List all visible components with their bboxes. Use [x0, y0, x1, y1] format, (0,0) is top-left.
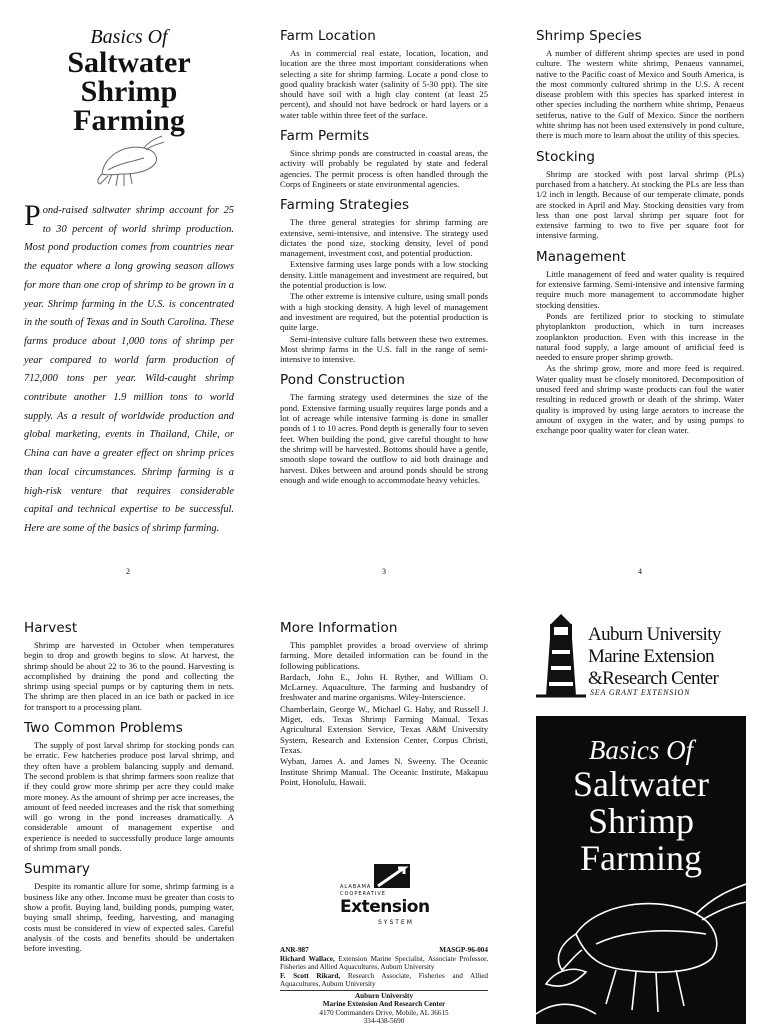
- top-right-panel: [536, 28, 744, 444]
- top-middle-panel: [280, 28, 488, 493]
- code-left: ANR-987: [280, 946, 309, 954]
- logo-line4: SYSTEM: [378, 919, 414, 926]
- management-p1: Little management of feed and water quality is required for extensive farming. Semi-intensive and intensive farming require much more management to accommodate higher stocking densities.: [536, 268, 744, 310]
- summary-section: [24, 861, 234, 953]
- reference-item: Chamberlain, George W., Michael G. Haby, and Russell J. Miget, eds. Texas Shrimp Farming Manual. Texas Agricultural Extension Service, Texas A&M University System, Research and Extension Center, Corpus Christi, Texas.: [280, 703, 488, 755]
- address-line: 4170 Commanders Drive, Mobile, AL 36615: [319, 1008, 449, 1017]
- farming-strategies-p1: The three general strategies for shrimp farming are extensive, semi-intensive, and intensive. The strategy used dictates the pond size, stocking density, level of pond management, investment cost, and potential production.: [280, 217, 488, 259]
- lighthouse-icon: [536, 610, 586, 698]
- brand-line4: SEA GRANT EXTENSION: [590, 688, 691, 697]
- brand-line3: &Research Center: [588, 668, 719, 689]
- shrimp-species-p1: A number of different shrimp species are used in pond culture. The western white shrimp, Penaeus vannamei, native to the Pacific coast of Mexico and South America, is the most commonly cultured shrimp in the U.S. A recent disease problem with this species has sparked interest in other species including the northern white shrimp, Penaeus setiferus, native to the Gulf of Mexico. Since the northern white shrimp has not been used extensively in pond culture, there is much more to learn about the utility of this species.: [536, 48, 744, 141]
- management-p3: As the shrimp grow, more and more feed is required. Water quality must be closely monitored. Decomposition of unused feed and shrimp waste products can foul the water resulting in reduced growth or death of the shrimp. Water quality is improved by using large aerators to increase the amount of oxygen in the water, and by using pumps to exchange poor quality water for clean water.: [536, 363, 744, 436]
- stocking-p1: Shrimp are stocked with post larval shrimp (PLs) purchased from a hatchery. At stocking the PLs are less than 1/2 inch in length. Because of our temperate climate, ponds are stocked in April and May. Stocking densities vary from less than one post larval shrimp per square foot for extensive farming to two to five per square foot for intensive farming.: [536, 168, 744, 241]
- farm-permits-heading: Farm Permits: [280, 128, 370, 145]
- author-1-name: Richard Wallace,: [280, 955, 335, 963]
- more-info-section: [280, 620, 488, 787]
- bottom-middle-panel: [280, 620, 488, 795]
- farm-location-heading: Farm Location: [280, 28, 376, 44]
- management-heading: Management: [536, 248, 626, 265]
- two-problems-section: [24, 720, 234, 853]
- extension-logo: [330, 864, 440, 934]
- farm-permits-p1: Since shrimp ponds are constructed in coastal areas, the activity will probably be regulated by state and federal agencies. The permit process is often handled through the Corps of Engineers or state environmental agencies.: [280, 148, 488, 189]
- cover-title-line4: Farming: [73, 104, 185, 137]
- cover-title: [24, 26, 234, 135]
- two-problems-heading: Two Common Problems: [24, 720, 183, 737]
- more-info-p1: This pamphlet provides a broad overview of shrimp farming. More detailed information can be found in the following publications.: [280, 640, 488, 671]
- two-problems-p1: The supply of post larval shrimp for stocking ponds can be erratic. Few hatcheries produce post larval shrimp, and they often have a problem balancing supply and demand. The second problem is that shrimp farmers soon realize that if they could grow more shrimp per acre they could make more money. As the amount of shrimp per acre increases, the amount of feed needed increases and the risk that something will go wrong in the pond increases dramatically. A considerable amount of management expertise and experience is needed to successfully produce large amounts of shrimp from small ponds.: [24, 740, 234, 854]
- intro-dropcap: P: [24, 199, 41, 232]
- harvest-p1: Shrimp are harvested in October when temperatures begin to drop and growth begins to slow. At harvest, the shrimp should be about 22 to 36 to the pound. Harvesting is accomplished by draining the pond and collecting the shrimp using special pumps or by capturing them in nets. The shrimp are then placed in an ice bath or packed in ice for transport to a processing plant.: [24, 640, 234, 712]
- back-cover-title: [536, 734, 746, 877]
- brand-line1: Auburn University: [588, 624, 721, 645]
- logo-line3: Extension: [340, 897, 430, 917]
- pond-construction-p1: The farming strategy used determines the size of the pond. Extensive farming usually requires large ponds and a lot of acreage while intensive farming is done in smaller ponds of 1 to 10 acres. Pond depth is generally four to seven feet. When building the pond, give careful thought to how the shrimp will be harvested. Bottoms should have a gentle, smooth slope toward the outflow to aid both drainage and harvest. Dikes between and around ponds should be strong enough and wide enough to accommodate heavy vehicles.: [280, 392, 488, 485]
- intro-paragraph: [24, 199, 234, 539]
- cover-title-line3: Shrimp: [80, 75, 178, 108]
- shrimp-icon: [94, 134, 164, 190]
- page-number-3: 3: [382, 567, 386, 576]
- more-info-heading: More Information: [280, 620, 398, 636]
- code-right: MASGP-96-004: [439, 946, 488, 954]
- phone-line: 334-438-5690: [363, 1017, 405, 1025]
- org-line-2: Marine Extension And Research Center: [322, 1000, 446, 1009]
- summary-p1: Despite its romantic allure for some, shrimp farming is a business like any other. Income must be greater than costs to show a profit. Buying land, building ponds, pumping water, buying small shrimp, feeding, harvesting, and managing costs must be considered in view of expected sales. Careful analysis of the costs and benefits should be undertaken before investing.: [24, 881, 234, 954]
- author-1: [280, 955, 488, 972]
- extension-arrow-icon: [374, 864, 410, 888]
- back-cover-line2: Saltwater: [573, 764, 709, 804]
- farm-location-section: [280, 28, 488, 120]
- author-2-role: Research Associate, Fisheries and Allied Aquacultures, Auburn University: [280, 971, 488, 988]
- bottom-left-panel: [24, 620, 234, 961]
- farm-location-p1: As in commercial real estate, location, location, and location are the three most important considerations when selecting a site for shrimp farming. Locate a pond close to good quality brackish water (salinity of 5-30 ppt). The site should have soil with a high clay content (at least 25 percent), and should not have bedrock or hard layers or a water table within three feet of the surface.: [280, 48, 488, 120]
- farming-strategies-p3: The other extreme is intensive culture, using small ponds with a high stocking density. A high level of management and investment are required, but the potential production is quite large.: [280, 291, 488, 333]
- brand-line2: Marine Extension: [588, 646, 715, 667]
- management-section: [536, 249, 744, 436]
- shrimp-illustration: [536, 874, 746, 1024]
- author-2-name: F. Scott Rikard,: [280, 971, 341, 980]
- logo-line2: COOPERATIVE: [340, 891, 386, 897]
- brand-block: [536, 610, 746, 702]
- page-number-4: 4: [638, 567, 642, 576]
- intro-text: ond-raised saltwater shrimp account for 25 to 30 percent of world shrimp production. Most pond production comes from countries near the equator where a long growing season allows for more than one crop of shrimp to be grown in a year. Shrimp farming in the U.S. is concentrated in the south of Texas and in South Carolina. These farms produce about 1,000 tons of shrimp per year compared to world farm production of 712,000 tons per year. Wild-caught shrimp contribute another 1.9 million tons to world supply. As a result of worldwide production and global marketing, events in Thailand, Chile, or China can have a greater effect on shrimp prices than local circumstances. Shrimp farming is a high-risk venture that requires considerable capital and technical expertise to be successful. Here are some of the basics of shrimp farming.: [24, 205, 234, 534]
- pond-construction-heading: Pond Construction: [280, 372, 405, 389]
- back-cover-line1: Basics Of: [588, 735, 694, 765]
- farming-strategies-p2: Extensive farming uses large ponds with a low stocking density. Little management and investment are required, but the potential production is low.: [280, 259, 488, 291]
- credits-divider: [280, 990, 488, 991]
- farm-permits-section: [280, 128, 488, 189]
- back-cover: [536, 716, 746, 1024]
- cover-title-line1: Basics Of: [90, 26, 168, 48]
- harvest-section: [24, 620, 234, 712]
- summary-heading: Summary: [24, 861, 90, 878]
- top-left-panel: [24, 26, 234, 566]
- shrimp-species-section: [536, 28, 744, 141]
- cover-title-line2: Saltwater: [67, 46, 191, 79]
- author-1-role: Extension Marine Specialist, Associate Professor, Fisheries and Allied Aquacultures, Auburn University: [280, 955, 488, 972]
- credits-block: [280, 946, 488, 1025]
- publication-codes: [280, 946, 488, 955]
- author-2: [280, 972, 488, 989]
- farming-strategies-heading: Farming Strategies: [280, 197, 410, 214]
- farming-strategies-section: [280, 197, 488, 364]
- logo-line1: ALABAMA: [340, 884, 372, 890]
- shrimp-species-heading: Shrimp Species: [536, 28, 642, 44]
- page-number-2: 2: [126, 567, 130, 576]
- org-line-1: Auburn University: [354, 992, 414, 1001]
- reference-item: Wyban, James A. and James N. Sweeny. The Oceanic Institute Shrimp Manual. The Oceanic Institute, Makapuu Point, Honolulu, Hawaii.: [280, 756, 488, 787]
- stocking-heading: Stocking: [536, 148, 596, 165]
- reference-item: Bardach, John E., John H. Ryther, and William O. McLarney. Aquaculture. The farming and husbandry of freshwater and marine organisms. Wiley-Interscience.: [280, 671, 488, 703]
- pond-construction-section: [280, 372, 488, 485]
- stocking-section: [536, 149, 744, 241]
- back-cover-line4: Farming: [580, 838, 702, 878]
- management-p2: Ponds are fertilized prior to stocking to stimulate phytoplankton production, which in turn increases zooplankton production. Even with this increase in the natural food supply, a large amount of artificial feed is needed to ensure proper shrimp growth.: [536, 310, 744, 363]
- back-cover-line3: Shrimp: [587, 801, 694, 841]
- harvest-heading: Harvest: [24, 620, 78, 636]
- farming-strategies-p4: Semi-intensive culture falls between these two extremes. Most shrimp farms in the U.S. fall in the range of semi-intensive to intensive.: [280, 333, 488, 365]
